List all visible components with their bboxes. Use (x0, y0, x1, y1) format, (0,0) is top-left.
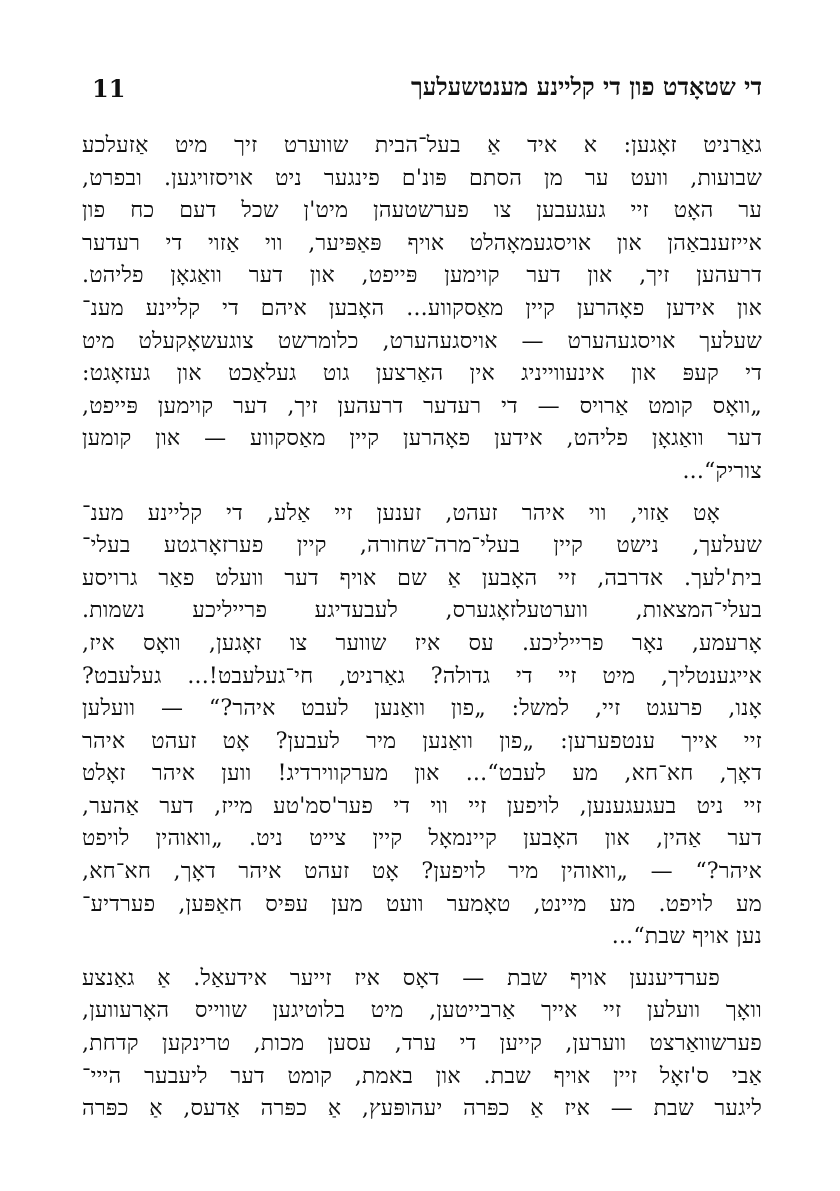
paragraph-3 (82, 963, 762, 1126)
text-line: די קעפּ און אינעווייניג אין האַרצען גוט געלאַכט און געזאָגט: (82, 361, 762, 387)
text-line: ער האָט זיי געגעבען צו פערשטעהן מיט'ן שכל דעם כח פון (82, 198, 762, 224)
text-line: פערשוואַרצט ווערען, קייען די ערד, עסען מכות, טרינקען קדחת, (82, 1031, 762, 1057)
text-line: איהר?“ — „וואוהין מיר לויפען? אָט זעהט איהר דאָך, חא־חא, (82, 859, 762, 885)
text-line: דרעהען זיך, און דער קוימען פּייפט, און דער וואַגאָן פליהט. (82, 263, 762, 289)
text-line: גאַרניט זאָגען: א איד אַ בעל־הבית שווערט זיך מיט אַזעלכע (82, 133, 762, 158)
text-line: בעלי־המצאות, ווערטעלזאָגערס, לעבעדיגע פרייליכע נשמות. (82, 598, 762, 624)
text-line: אייזענבאַהן און אויסגעמאָהלט אויף פּאַפּיער, ווי אַזוי די רעדער (82, 230, 762, 256)
text-line: זיי ניט בעגעגענען, לויפען זיי ווי די פער'סמ'טע מייז, דער אַהער, (82, 793, 762, 819)
text-line: אייגענטליך, מיט זיי די גדולה? גאַרניט, חי־געלעבט!... געלעבט? (82, 663, 762, 689)
text-line: שעלעך אויסגעהערט — אויסגעהערט, כלומרשט צוגעשאָקעלט מיט (82, 328, 762, 354)
page-number: 11 (92, 74, 126, 103)
text-line: בית'לעך. אדרבה, זיי האָבען אַ שם אויף דער וועלט פאַר גרויסע (82, 565, 762, 591)
text-line: פערדיענען אויף שבת — דאָס איז זייער אידעאַל. אַ גאַנצע (82, 965, 720, 991)
text-line: דאָך, חא־חא, מע לעבט“... און מערקווירדיג! ווען איהר זאָלט (82, 761, 762, 787)
text-line: אָנו, פרעגט זיי, למשל: „פון וואַנען לעבט איהר?“ — וועלען (82, 696, 762, 722)
text-line: אַבי ס'זאָל זיין אויף שבת. און באמת, קומט דער ליעבער הייי־ (82, 1063, 762, 1089)
text-line: מע לויפט. מע מיינט, טאָמער וועט מען עפּיס חאַפּען, פערדיע־ (82, 891, 762, 917)
running-title: די שטאָדט פון די קליינע מענטשעלעך (410, 72, 762, 101)
text-line: און אידען פאָהרען קיין מאַסקווע... האָבען איהם די קליינע מענ־ (82, 295, 762, 321)
text-line: „וואָס קומט אַרויס — די רעדער דרעהען זיך, דער קוימען פּייפט, (82, 393, 762, 419)
text-line: שעלעך, נישט קיין בעלי־מרה־שחורה, קיין פערזאָרגטע בעלי־ (82, 533, 762, 559)
text-line: אָרעמע, נאָר פרייליכע. עס איז שווער צו זאָגען, וואָס איז, (82, 630, 762, 656)
text-line: צוריק“... (682, 458, 762, 484)
text-line: אָט אַזוי, ווי איהר זעהט, זענען זיי אַלע, די קליינע מענ־ (82, 500, 720, 526)
text-line: נען אויף שבת“... (611, 924, 762, 950)
body-text (82, 130, 762, 1135)
text-line: ליגער שבת — איז אַ כפּרה יעהופּעץ, אַ כפּרה אַדעס, אַ כפּרה (82, 1096, 762, 1122)
text-line: זיי אייך ענטפערען: „פון וואַנען מיר לעבען? אָט זעהט איהר (82, 728, 762, 754)
page-header (82, 68, 762, 108)
text-line: שבועות, וועט ער מן הסתם פּונ'ם פינגער ניט אויסזויגען. ובפרט, (82, 165, 762, 191)
text-line: דער אַהין, און האָבען קיינמאָל קיין צייט ניט. „וואוהין לויפט (82, 826, 762, 852)
paragraph-1 (82, 130, 762, 489)
text-line: דער וואַגאָן פליהט, אידען פאָהרען קיין מאַסקווע — און קומען (82, 426, 762, 452)
paragraph-2 (82, 498, 762, 954)
text-line: וואָך וועלען זיי אייך אַרבייטען, מיט בלוטיגען שווייס האָרעווען, (82, 998, 762, 1024)
